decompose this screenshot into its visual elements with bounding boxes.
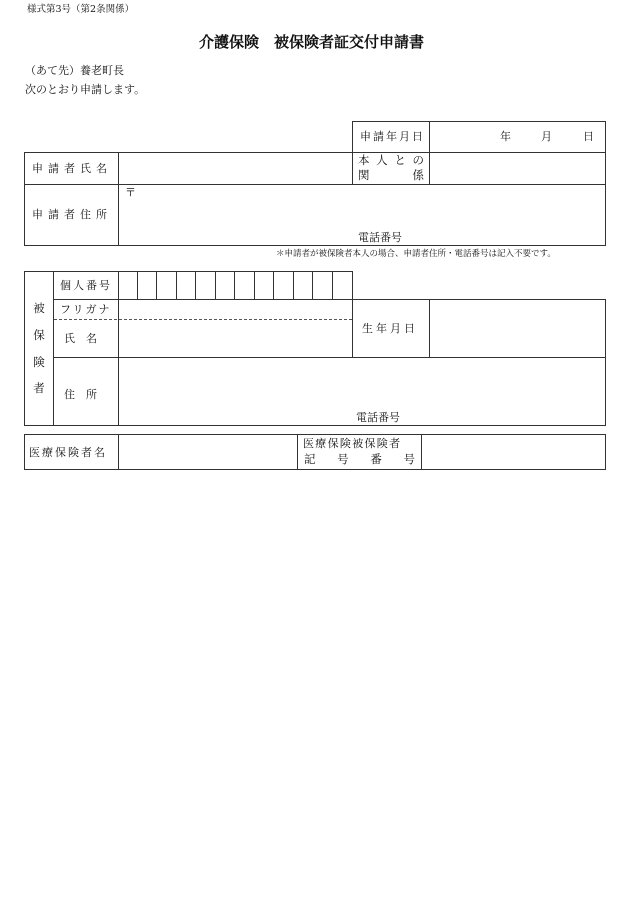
addressee: （あて先）養老町長 <box>25 64 124 77</box>
form-title: 介護保険 被保険者証交付申請書 <box>199 33 425 51</box>
insured-side-label <box>24 303 54 395</box>
insured-address-input[interactable] <box>120 359 604 405</box>
form-number: 様式第3号（第2条関係） <box>27 4 135 15</box>
date-year-label: 年 <box>500 130 511 143</box>
application-date-input[interactable] <box>431 123 491 151</box>
birthdate-input[interactable] <box>431 301 604 356</box>
applicant-address-input[interactable] <box>120 200 604 226</box>
postal-mark: 〒 <box>125 186 136 199</box>
relation-label-line1: 本 人 と の <box>358 153 424 167</box>
application-date-label: 申請年月日 <box>360 130 425 143</box>
applicant-address-label: 申請者住所 <box>32 208 112 221</box>
furigana-label: フリガナ <box>60 303 112 316</box>
intro-text: 次のとおり申請します。 <box>25 83 146 96</box>
applicant-name-label: 申請者氏名 <box>32 162 112 175</box>
medical-number-input[interactable] <box>423 436 604 468</box>
medical-number-label-line2: 記 号 番 号 <box>304 452 415 466</box>
date-day-label: 日 <box>583 130 594 143</box>
birthdate-label: 生年月日 <box>362 322 418 335</box>
date-month-label: 月 <box>541 130 552 143</box>
applicant-phone-label: 電話番号 <box>358 231 402 244</box>
side-char-1: 被 <box>33 301 45 315</box>
side-char-4: 者 <box>33 381 45 396</box>
applicant-name-input[interactable] <box>120 154 350 182</box>
personal-number-label: 個人番号 <box>60 279 112 292</box>
insured-name-label: 氏 名 <box>64 332 97 345</box>
furigana-input[interactable] <box>120 301 350 318</box>
side-char-2: 保 <box>33 327 45 342</box>
insured-name-input[interactable] <box>120 321 350 356</box>
medical-insurer-label: 医療保険者名 <box>29 446 107 459</box>
relation-input[interactable] <box>431 154 604 182</box>
insured-address-label: 住 所 <box>64 388 97 401</box>
medical-insurer-input[interactable] <box>120 436 295 468</box>
relation-label-line2: 関 係 <box>358 168 424 182</box>
applicant-note: ＊申請者が被保険者本人の場合、申請者住所・電話番号は記入不要です。 <box>276 249 556 259</box>
personal-number-cells[interactable] <box>118 271 353 300</box>
insured-phone-label: 電話番号 <box>356 411 400 424</box>
side-char-3: 険 <box>33 354 45 369</box>
medical-number-label-line1: 医療保険被保険者 <box>303 437 402 450</box>
